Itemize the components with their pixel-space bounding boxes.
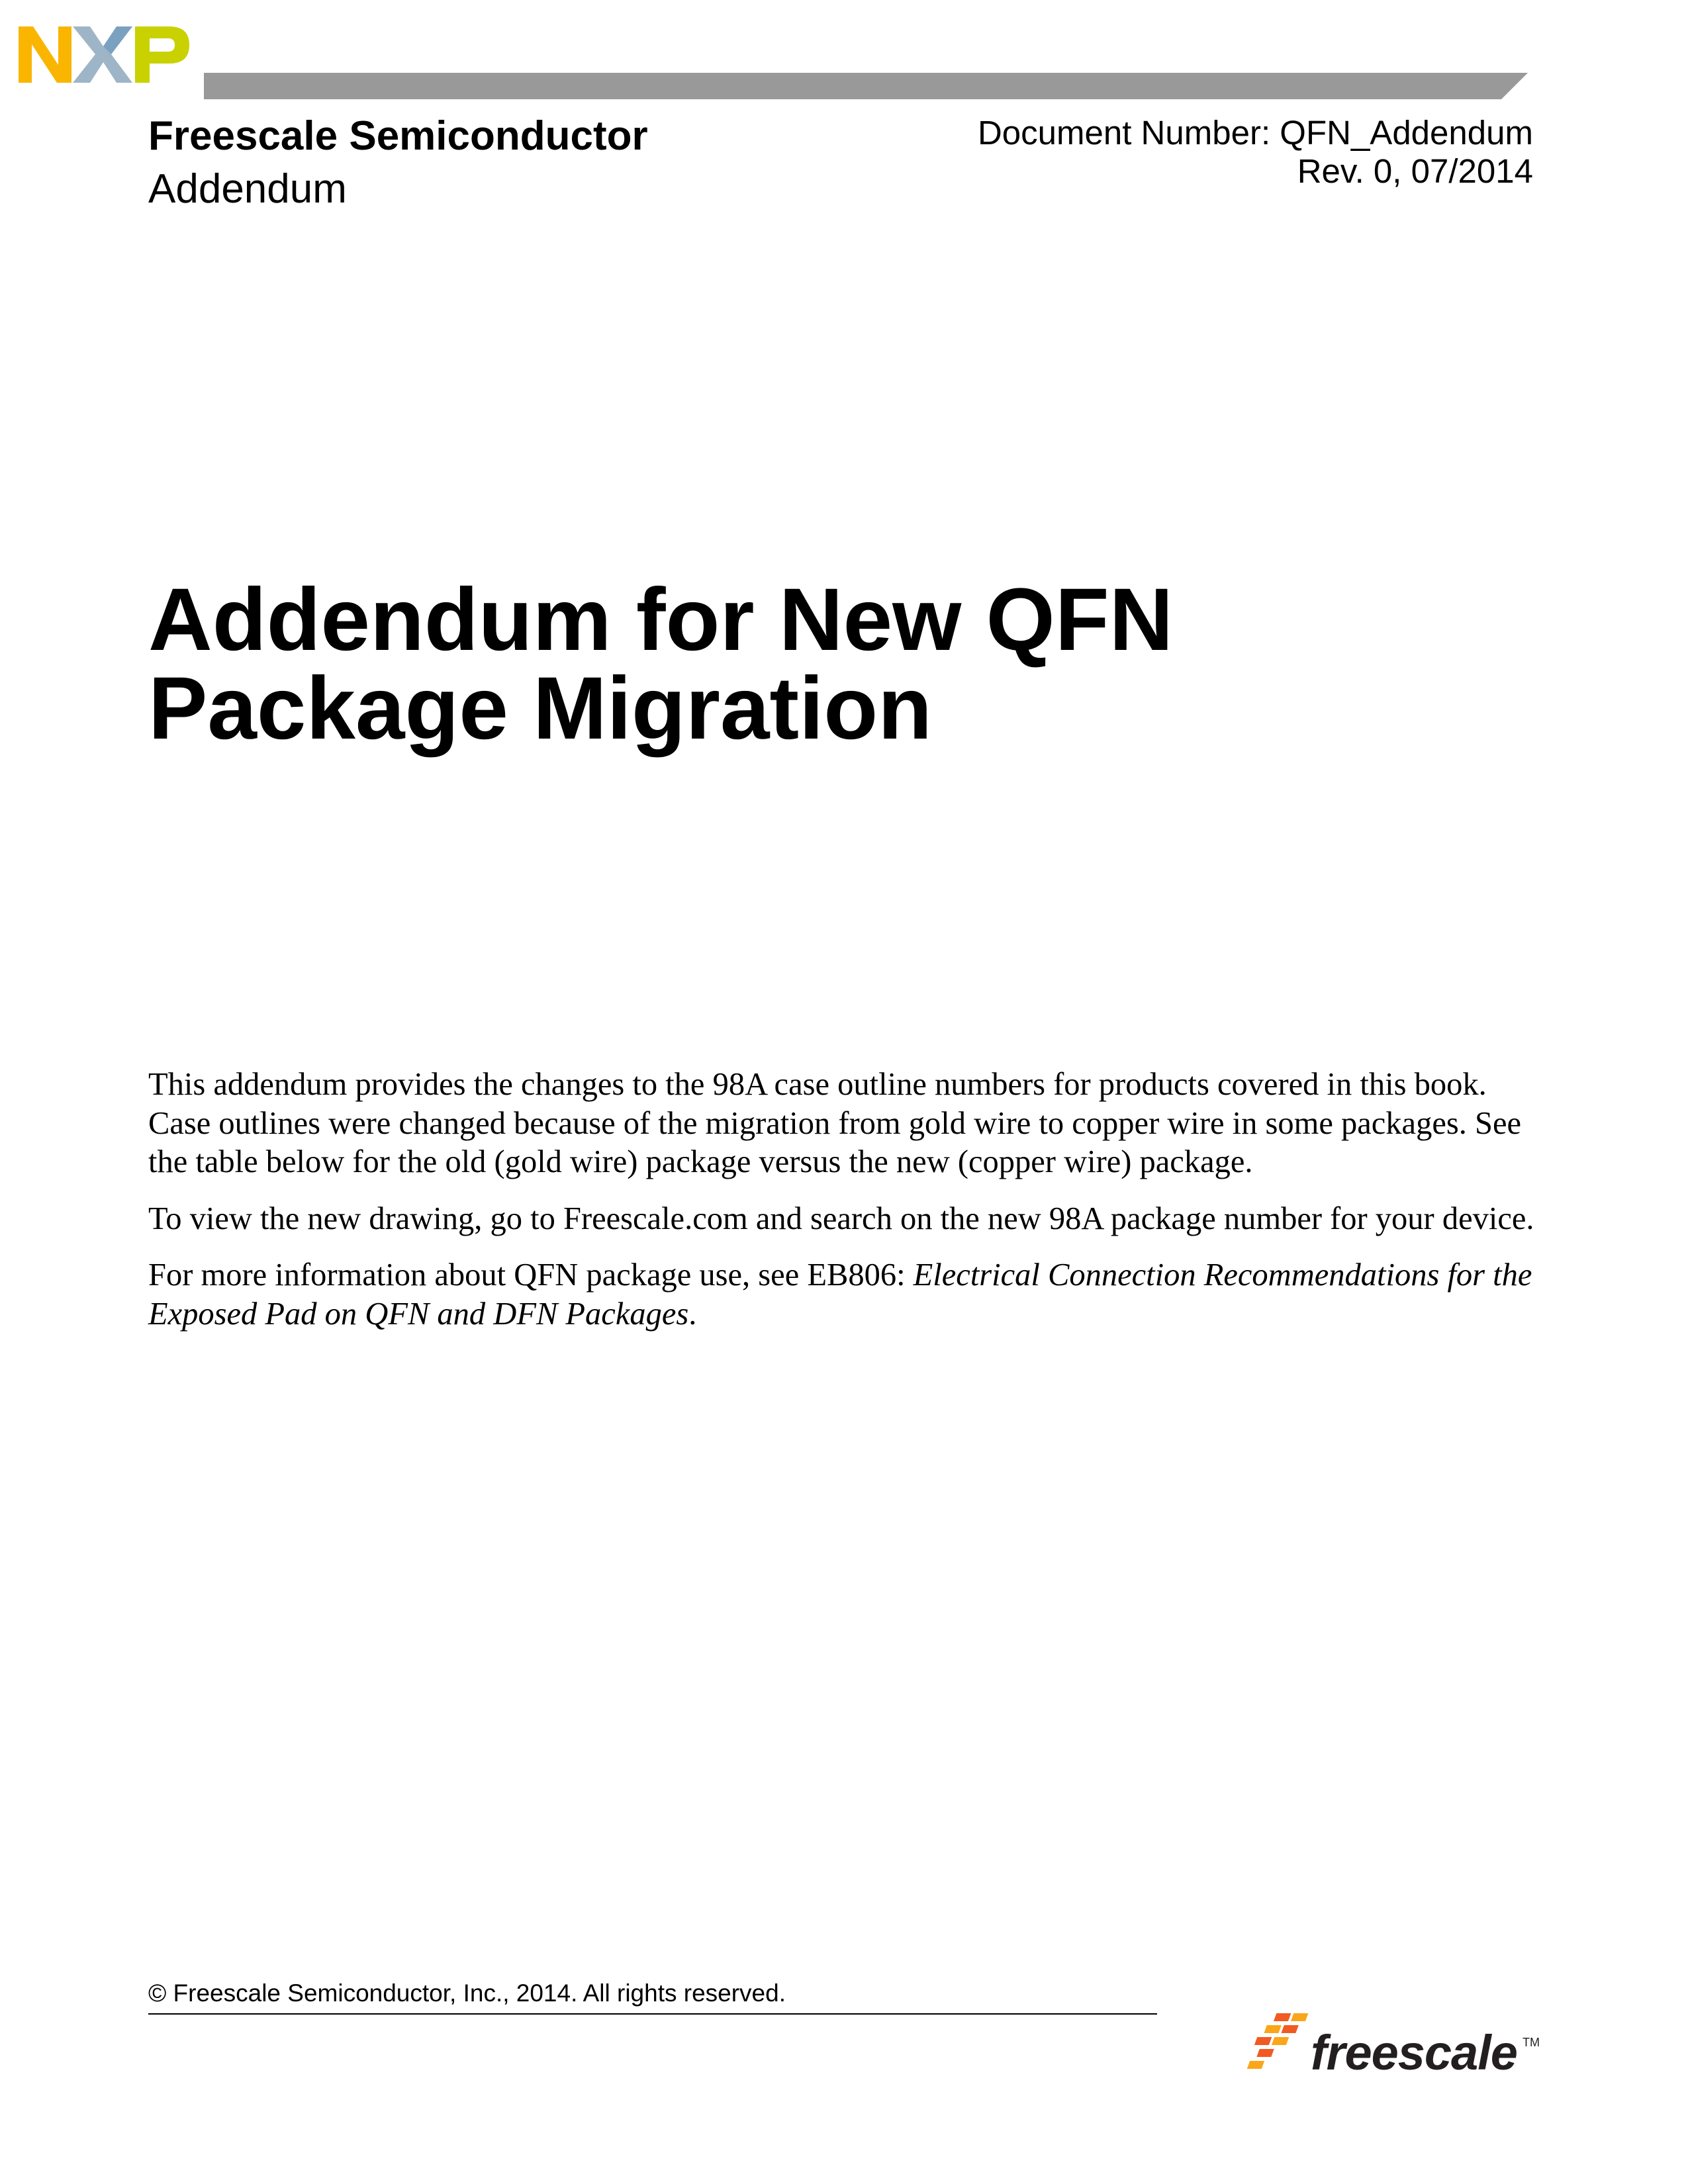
freescale-mark-icon — [1238, 2007, 1317, 2086]
reference-title: Electrical Connection Recommendations for the Exposed Pad on QFN and DFN Packages — [148, 1257, 1532, 1332]
freescale-logo — [1238, 2007, 1556, 2099]
paragraph-drawing: To view the new drawing, go to Freescale.com and search on the new 98A package number for your device. — [148, 1201, 1534, 1236]
header-bar — [204, 73, 1528, 99]
page-title-line-1: Addendum for New QFN — [148, 570, 1174, 669]
nxp-logo — [19, 20, 191, 86]
paragraph-more-info-suffix: . — [688, 1296, 697, 1332]
footer-divider — [148, 2013, 1157, 2015]
document-meta — [978, 114, 1533, 191]
page-title — [148, 570, 1472, 758]
paragraph-more-info-prefix: For more information about QFN package use, see EB806: — [148, 1257, 914, 1293]
freescale-wordmark: freescale — [1311, 2025, 1517, 2080]
company-name: Freescale Semiconductor — [148, 113, 648, 159]
page-title-line-2: Package Migration — [148, 659, 933, 758]
body-text — [148, 1066, 1545, 1351]
paragraph-intro: This addendum provides the changes to the 98A case outline numbers for products covered in this book. Case outlines were changed because of the migration from gold wire to copper wire in some packages. See the table below for the old (gold wire) package versus the new (copper wire) package. — [148, 1067, 1522, 1179]
document-revision: Rev. 0, 07/2014 — [1297, 152, 1533, 190]
document-number: Document Number: QFN_Addendum — [977, 114, 1533, 152]
trademark-symbol: TM — [1523, 2036, 1540, 2049]
paragraph-more-info — [148, 1256, 1545, 1334]
copyright-notice: © Freescale Semiconductor, Inc., 2014. All rights reserved. — [148, 1979, 786, 2007]
document-type: Addendum — [148, 166, 347, 212]
